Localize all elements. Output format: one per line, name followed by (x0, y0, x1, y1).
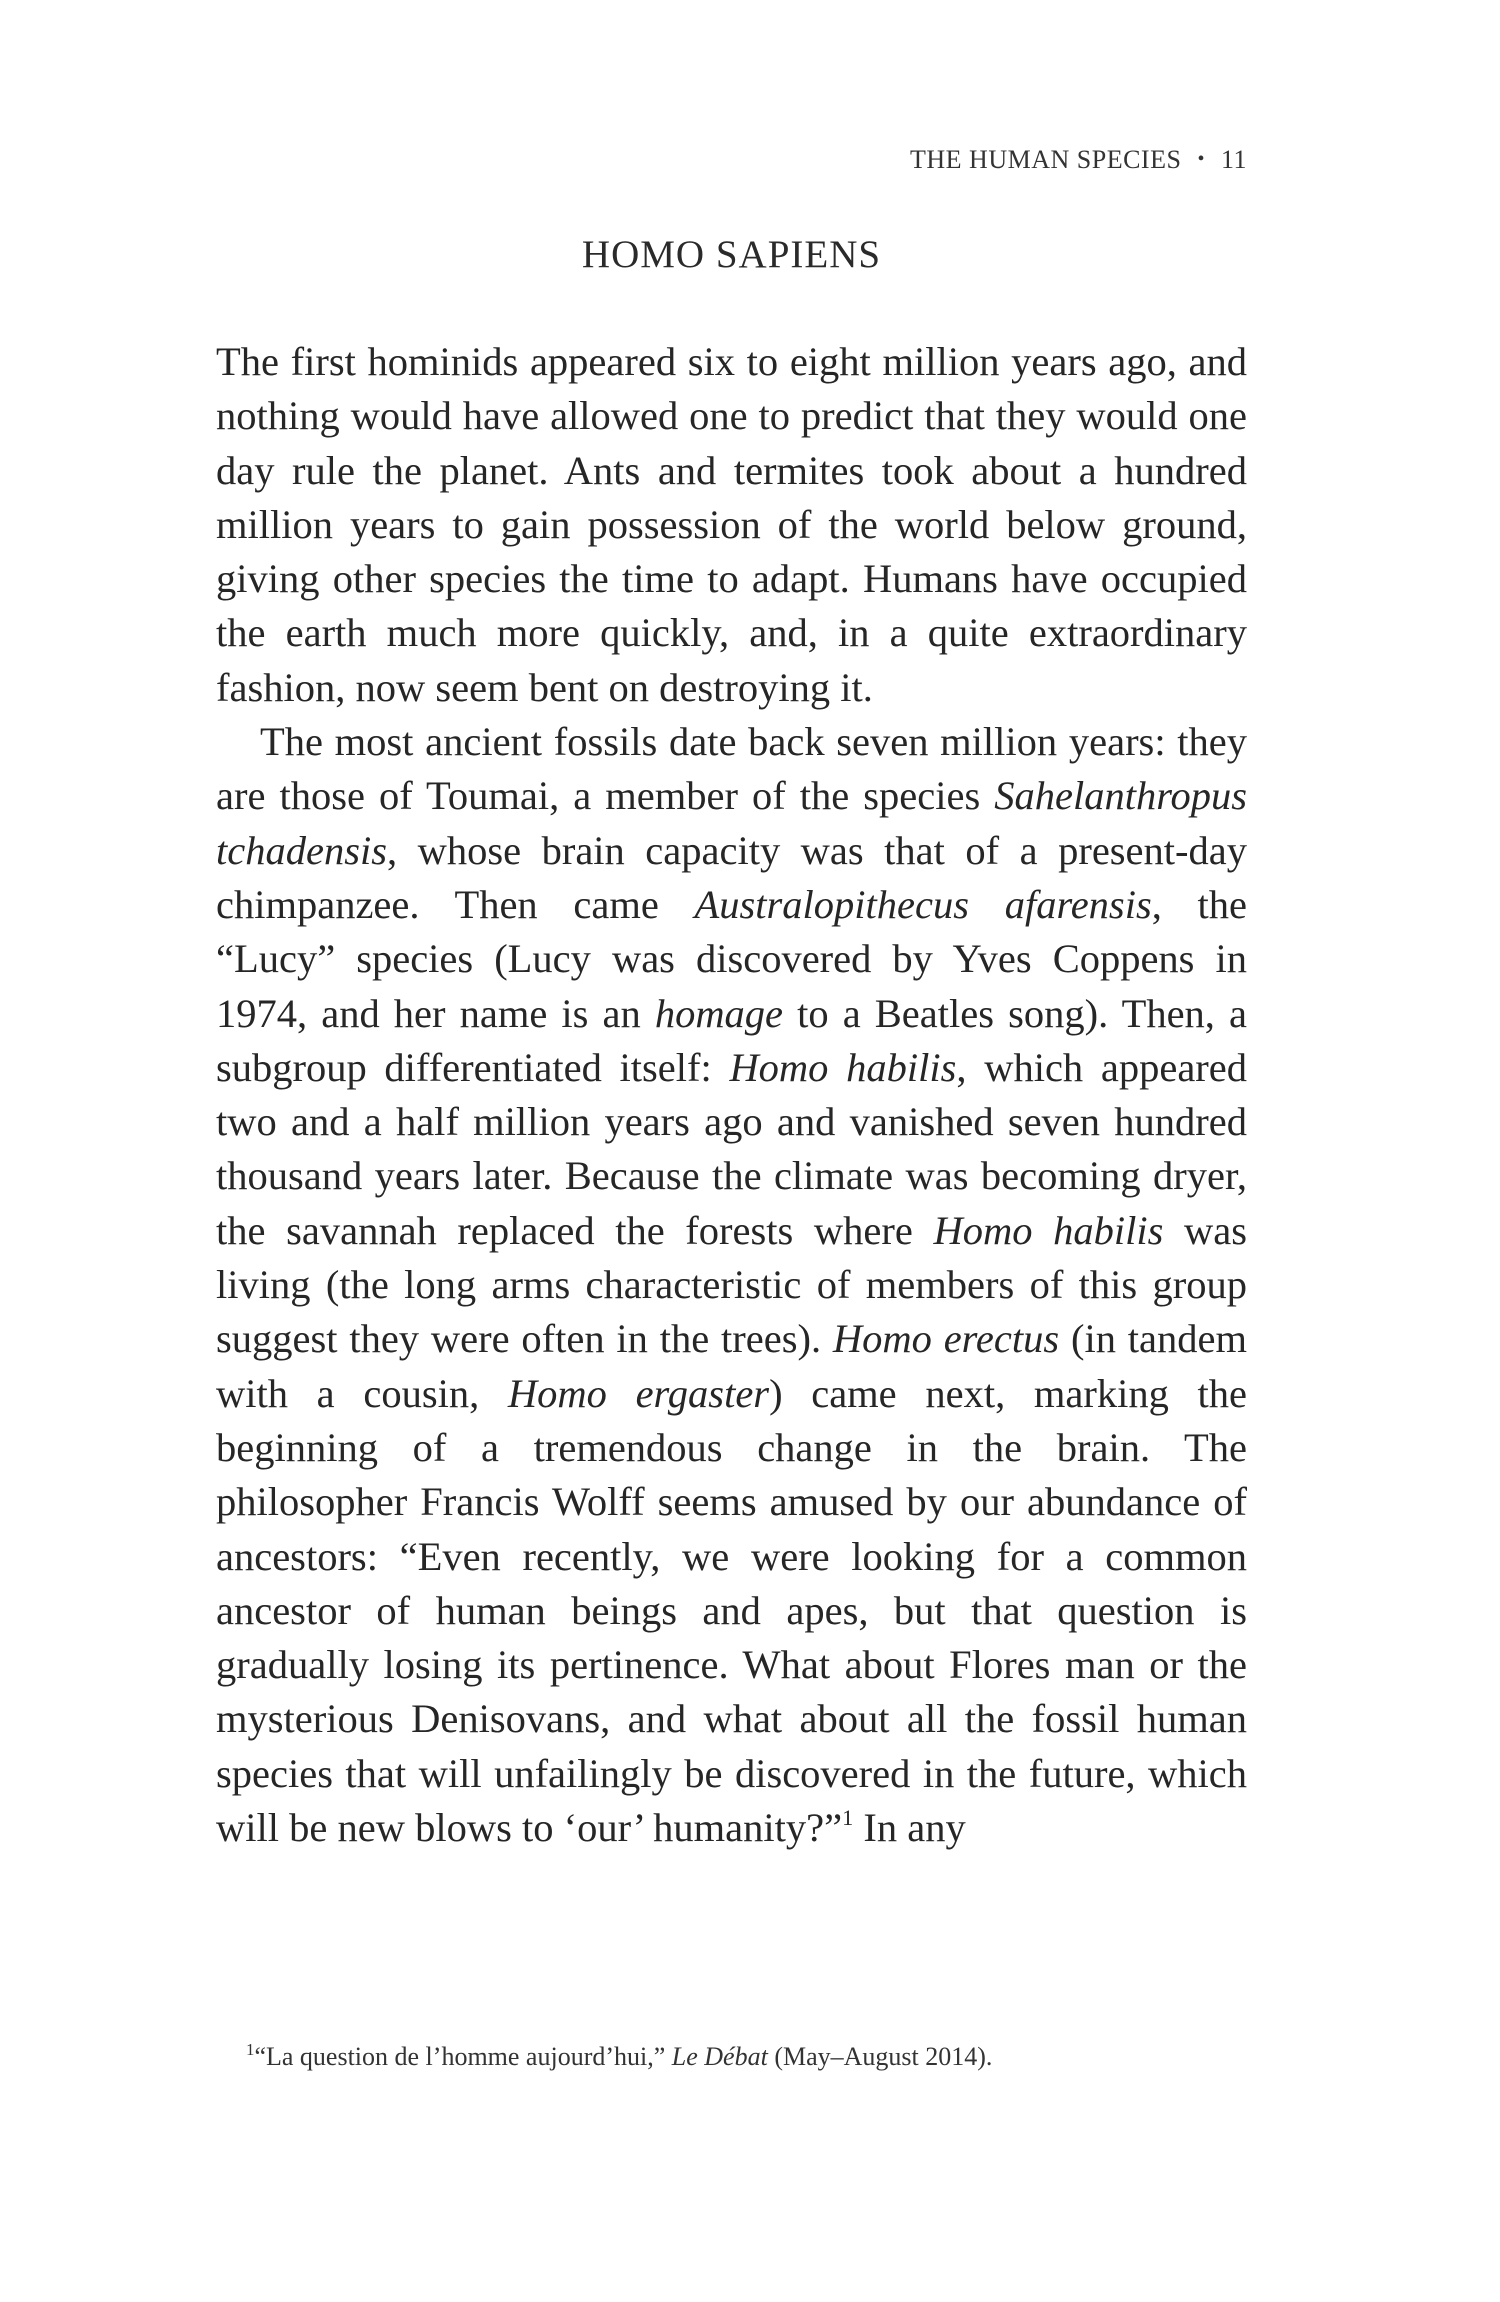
paragraph-2-text: , the “Lucy” species (Lucy was discovered by Yves Coppens in 1974, and her name is an (216, 881, 1247, 1036)
paragraph-2-text: The most ancient fossils date back seven million years: they are those of Toumai, a member of the species (216, 719, 1247, 819)
section-title: HOMO SAPIENS (581, 233, 882, 276)
footnote-text: (May–August 2014). (767, 2042, 993, 2071)
page-number: 11 (1220, 145, 1247, 174)
paragraph-2-text: In any (853, 1805, 966, 1851)
footnote-journal: Le Débat (671, 2042, 768, 2071)
emphasis-word: homage (654, 990, 784, 1036)
body-text (216, 335, 1247, 1855)
paragraph-2-text: was living (the long arms characteristic of members of this group suggest they were often in the trees). (216, 1207, 1248, 1362)
running-head-title: THE HUMAN SPECIES (910, 145, 1182, 174)
paragraph-2-text: ) came next, marking the beginning of a tremendous change in the brain. The philosopher Francis Wolff seems amused by our abundance of ancestors: “Even recently, we were looking for a common ancestor of human beings and apes, but that question is gradually losing its pertinence. What about Flores man or the mysterious Denisovans, and what about all the fossil human species that will unfailingly be discovered in the future, which will be new blows to ‘our’ humanity?” (216, 1370, 1248, 1851)
species-name: Sahelanthropus tchadensis (216, 773, 1247, 873)
footnote-text: “La question de l’homme aujourd’hui,” (254, 2042, 672, 2071)
species-name: Australopithecus afarensis (694, 881, 1152, 927)
footnote-marker: 1 (246, 2039, 255, 2059)
species-name: Homo erectus (832, 1316, 1060, 1362)
paragraph-2-text: , whose brain capacity was that of a present-day chimpanzee. Then came (216, 827, 1247, 927)
species-name: Homo habilis (933, 1207, 1164, 1253)
species-name: Homo habilis (729, 1044, 957, 1090)
running-head-bullet: • (1197, 148, 1205, 170)
paragraph-2-text: to a Beatles song). Then, a subgroup differentiated itself: (216, 990, 1247, 1090)
paragraph-1: The first hominids appeared six to eight million years ago, and nothing would have allowed one to predict that they would one day rule the planet. Ants and termites took about a hundred million years to gain possession of the world below ground, giving other species the time to adapt. Humans have occupied the earth much more quickly, and, in a quite extraordinary fashion, now seem bent on destroying it. (216, 339, 1247, 710)
species-name: Homo ergaster (507, 1370, 770, 1416)
running-head (910, 145, 1247, 175)
footnote-reference: 1 (842, 1805, 854, 1831)
paragraph-2-text: (in tandem with a cousin, (216, 1316, 1247, 1416)
paragraph-2 (216, 715, 1247, 1855)
paragraph-2-text: , which appeared two and a half million years ago and vanished seven hundred thousand years later. Because the climate was becoming dryer, the savannah replaced the forests where (216, 1044, 1248, 1253)
footnote (246, 2040, 1247, 2074)
